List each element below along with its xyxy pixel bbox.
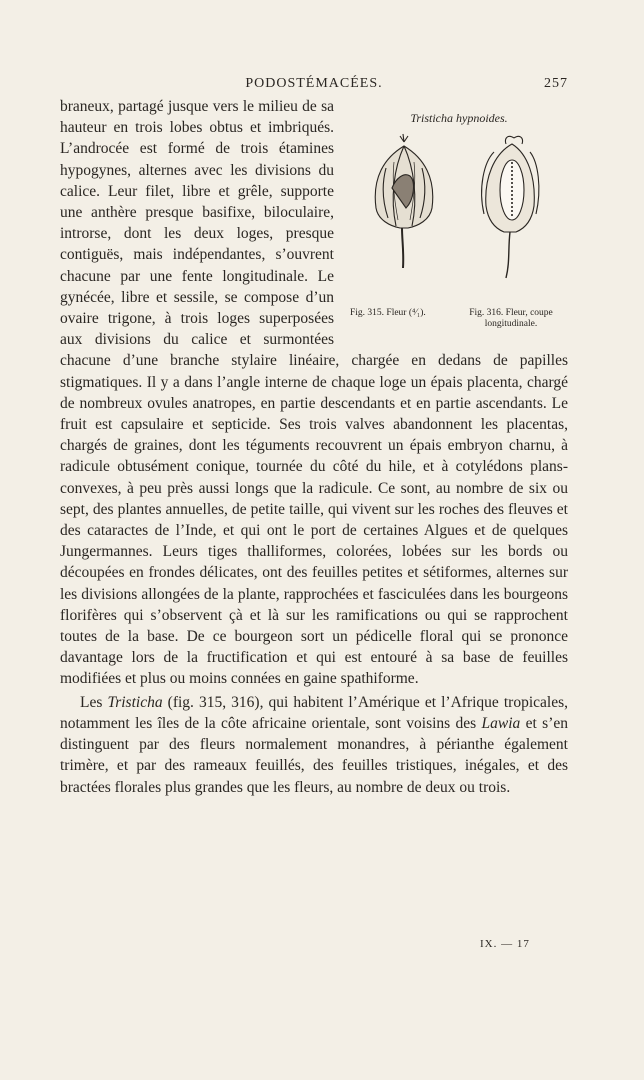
figure-315-caption: Fig. 315. Fleur (⁴⁄₁). xyxy=(350,308,426,318)
figure-block xyxy=(344,100,574,330)
paragraph-1 xyxy=(60,96,568,690)
fig-316-section-drawing xyxy=(482,136,539,278)
flower-illustration xyxy=(344,128,574,304)
paragraph-2-tail: et s’en distinguent par des fleurs normalement monandres, à périanthe également trimère, et par des rameaux feuillés, des feuilles tristiques, inégales, et des bractées florales plus grandes que les fleurs, au nombre de deux ou trois. xyxy=(60,714,568,796)
fig-315-flower-drawing xyxy=(375,134,433,268)
figure-316-caption: Fig. 316. Fleur, coupe longitudinale. xyxy=(469,308,553,329)
paragraph-2 xyxy=(60,692,568,798)
figure-title: Tristicha hypnoides. xyxy=(410,111,508,125)
paragraph-2-lead: Les xyxy=(80,693,108,711)
paragraph-1-text: braneux, partagé jusque vers le milieu de sa hauteur en trois lobes obtus et imbriqués. L’androcée est formé de trois étamines hypogynes, alternes avec les divisions du calice. Leur filet, libre et grêle, supporte une anthère presque basifixe, biloculaire, introrse, dont les deux loges, presque contiguës, mais indépendantes, s’ouvrent chacune par une fente longitudinale. Le gynécée, libre et sessile, se compose d’un ovaire trigone, à trois loges superposées aux divisions du calice et surmontées chacune d’une branche stylaire linéaire, chargée en dedans de papilles stigmatiques. Il y a dans l’angle interne de chaque loge un épais placenta, chargé de nombreux ovules anatropes, en partie descendants et en partie ascendants. Le fruit est capsulaire et septicide. Ses trois valves abandonnent les placentas, chargés de graines, dont les téguments recouvrent un épais embryon charnu, à radicule obtusément conique, tournée du côté du hile, et à cotylédons plans-convexes, à peu près aussi longs que la radicule. Ce sont, au nombre de six ou sept, des plantes annuelles, de petite taille, qui vivent sur les roches des fleuves et des cataractes de l’Inde, et qui ont le port de certaines Algues et de quelques Jungermannes. Leurs tiges thalliformes, colorées, lobées sur les bords ou découpées en frondes délicates, ont des feuilles petites et sétiformes, alternes sur les divisions allongées de la plante, rapprochées et fasciculées dans les bourgeons florifères qui s’observent çà et là sur les ramifications ou qui se rapprochent toutes de la base. De ce bourgeon sort un pédicelle floral qui se prononce davantage lors de la fructification et qui est entouré à sa base de feuilles modifiées et plus ou moins connées en gaine spathiforme. xyxy=(60,98,568,688)
genus-tristicha: Tristicha xyxy=(107,693,163,711)
signature-mark: IX. — 17 xyxy=(480,938,530,950)
body-text xyxy=(60,96,568,798)
running-title: PODOSTÉMACÉES. xyxy=(245,76,383,91)
page-number: 257 xyxy=(544,76,568,91)
paragraph-2-mid: (fig. 315, 316), qui habitent l’Amérique et l’Afrique tropicales, notamment les îles de la côte africaine orientale, sont voisins des xyxy=(60,693,568,732)
genus-lawia: Lawia xyxy=(481,714,521,732)
